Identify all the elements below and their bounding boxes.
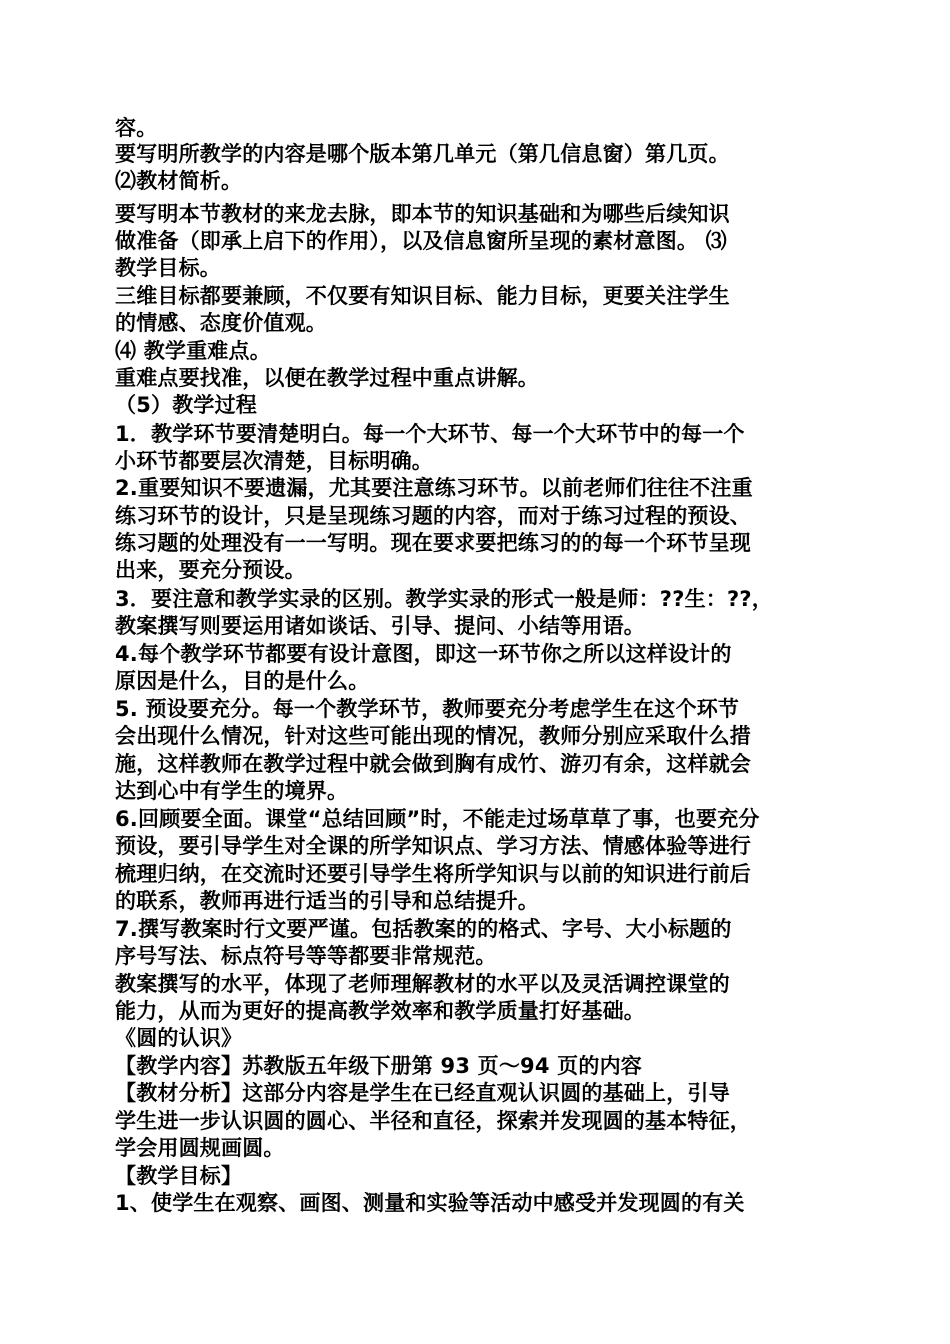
text-line: 【教学目标】 — [115, 1164, 243, 1188]
text-line: 原因是什么，目的是什么。 — [115, 669, 370, 693]
text-line: 要写明所教学的内容是哪个版本第几单元（第几信息窗）第几页。 — [115, 142, 730, 166]
text-line: 教案撰写则要运用诸如谈话、引导、提问、小结等用语。 — [115, 614, 645, 638]
text-line: 6.回顾要全面。课堂“总结回顾”时，不能走过场草草了事，也要充分 — [115, 807, 760, 831]
text-line: 【教学内容】苏教版五年级下册第 93 页～94 页的内容 — [115, 1054, 642, 1078]
text-line: 梳理归纳，在交流时还要引导学生将所学知识与以前的知识进行前后 — [115, 862, 751, 886]
text-line: 能力，从而为更好的提高教学效率和教学质量打好基础。 — [115, 999, 645, 1023]
text-line: 学会用圆规画圆。 — [115, 1136, 285, 1160]
text-line: 做准备（即承上启下的作用），以及信息窗所呈现的素材意图。 ⑶ — [115, 229, 727, 253]
text-line: 1．教学环节要清楚明白。每一个大环节、每一个大环节中的每一个 — [115, 422, 745, 446]
text-line: 出来，要充分预设。 — [115, 558, 306, 582]
text-line: 练习环节的设计，只是呈现练习题的内容，而对于练习过程的预设、 — [115, 504, 751, 528]
text-line: 要写明本节教材的来龙去脉，即本节的知识基础和为哪些后续知识 — [115, 202, 730, 226]
text-line: 2.重要知识不要遗漏，尤其要注意练习环节。以前老师们往往不注重 — [115, 476, 753, 500]
text-line: 4.每个教学环节都要有设计意图，即这一环节你之所以这样设计的 — [115, 642, 732, 666]
text-line: 三维目标都要兼顾，不仅要有知识目标、能力目标，更要关注学生 — [115, 284, 730, 308]
text-line: 的联系，教师再进行适当的引导和总结提升。 — [115, 889, 539, 913]
text-line: ⑷ 教学重难点。 — [115, 339, 271, 363]
text-line: 教学目标。 — [115, 256, 221, 280]
text-line: 会出现什么情况，针对这些可能出现的情况，教师分别应采取什么措 — [115, 724, 751, 748]
text-line: 学生进一步认识圆的圆心、半径和直径，探索并发现圆的基本特征， — [115, 1109, 751, 1133]
text-line: 练习题的处理没有一一写明。现在要求要把练习的的每一个环节呈现 — [115, 531, 751, 555]
text-line: 施，这样教师在教学过程中就会做到胸有成竹、游刃有余，这样就会 — [115, 752, 751, 776]
text-line: 《圆的认识》 — [115, 1026, 243, 1050]
text-line: 达到心中有学生的境界。 — [115, 779, 349, 803]
text-line: 【教材分析】这部分内容是学生在已经直观认识圆的基础上，引导 — [115, 1081, 730, 1105]
text-line: 5. 预设要充分。每一个教学环节，教师要充分考虑学生在这个环节 — [115, 697, 740, 721]
text-line: （5）教学过程 — [115, 393, 258, 417]
text-line: 1、使学生在观察、画图、测量和实验等活动中感受并发现圆的有关 — [115, 1191, 745, 1215]
text-line: 3．要注意和教学实录的区别。教学实录的形式一般是师：??生：??， — [115, 587, 773, 611]
text-line: 容。 — [115, 116, 158, 140]
text-line: 小环节都要层次清楚，目标明确。 — [115, 449, 433, 473]
text-line: 的情感、态度价值观。 — [115, 311, 327, 335]
text-line: 7.撰写教案时行文要严谨。包括教案的的格式、字号、大小标题的 — [115, 917, 732, 941]
text-line: 教案撰写的水平，体现了老师理解教材的水平以及灵活调控课堂的 — [115, 972, 730, 996]
text-line: 序号写法、标点符号等等都要非常规范。 — [115, 944, 497, 968]
text-line: 重难点要找准，以便在教学过程中重点讲解。 — [115, 366, 539, 390]
text-line: 预设，要引导学生对全课的所学知识点、学习方法、情感体验等进行 — [115, 834, 751, 858]
text-line: ⑵教材简析。 — [115, 169, 243, 193]
